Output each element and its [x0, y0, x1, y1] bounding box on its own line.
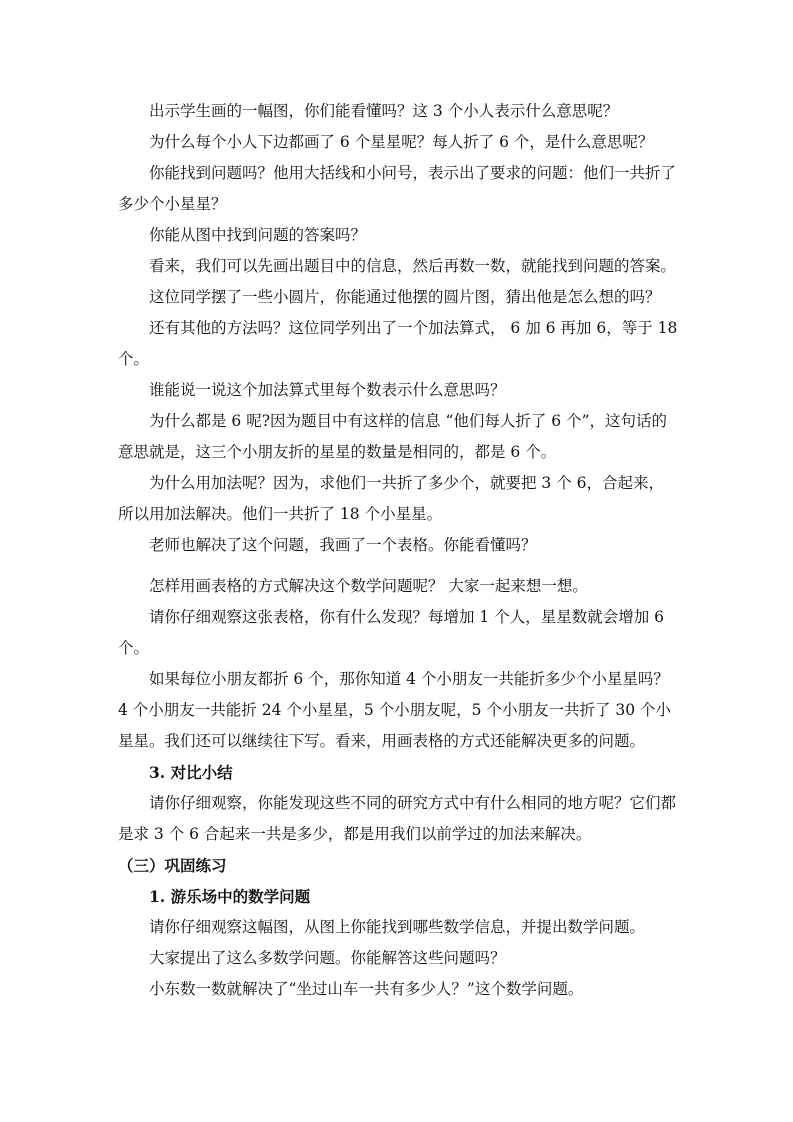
paragraph: 你能从图中找到问题的答案吗？ [149, 226, 367, 244]
paragraph: 请你仔细观察，你能发现这些不同的研究方式中有什么相同的地方呢？它们都是求 3 个 6 合起来一共是多少，都是用我们以前学过的加法来解决。 [118, 794, 677, 843]
paragraph: 如果每位小朋友都折 6 个，那你知道 4 个小朋友一共能折多少个小星星吗？4 个小朋友一共能折 24 个小星星，5 个小朋友呢，5 个小朋友一共折了 30 个小星星。我们还可以继续往下写。看来，用画表格的方式还能解决更多的问题。 [118, 670, 672, 750]
paragraph: 请你仔细观察这张表格，你有什么发现？每增加 1 个人，星星数就会增加 6 个。 [118, 608, 665, 657]
paragraph: 谁能说一说这个加法算式里每个数表示什么意思吗？ [149, 381, 506, 399]
paragraph: 大家提出了这么多数学问题。你能解答这些问题吗？ [149, 949, 506, 967]
paragraph: 还有其他的方法吗？这位同学列出了一个加法算式， 6 加 6 再加 6，等于 18 个。 [118, 319, 678, 368]
paragraph: 这位同学摆了一些小圆片，你能通过他摆的圆片图，猜出他是怎么想的吗？ [149, 288, 661, 306]
section-heading: 3. 对比小结 [149, 763, 233, 782]
section-heading: （三）巩固练习 [118, 856, 227, 875]
paragraph: 为什么每个小人下边都画了 6 个星星呢？每人折了 6 个，是什么意思呢？ [149, 133, 654, 151]
paragraph: 为什么用加法呢？因为，求他们一共折了多少个，就要把 3 个 6，合起来，所以用加法解决。他们一共折了 18 个小星星。 [118, 474, 665, 523]
paragraph: 小东数一数就解决了“坐过山车一共有多少人？”这个数学问题。 [149, 980, 584, 998]
paragraph: 怎样用画表格的方式解决这个数学问题呢？ 大家一起来想一想。 [149, 577, 588, 595]
document-page [118, 96, 678, 1005]
paragraph: 看来，我们可以先画出题目中的信息，然后再数一数，就能找到问题的答案。 [149, 257, 677, 275]
paragraph: 你能找到问题吗？他用大括线和小问号，表示出了要求的问题：他们一共折了多少个小星星？ [118, 164, 677, 213]
paragraph: 出示学生画的一幅图，你们能看懂吗？这 3 个小人表示什么意思呢？ [149, 102, 619, 120]
paragraph: 老师也解决了这个问题，我画了一个表格。你能看懂吗？ [149, 536, 537, 554]
section-heading: 1. 游乐场中的数学问题 [149, 887, 311, 906]
paragraph: 为什么都是 6 呢?因为题目中有这样的信息 “他们每人折了 6 个”，这句话的意思就是，这三个小朋友折的星星的数量是相同的，都是 6 个。 [118, 412, 668, 461]
paragraph: 请你仔细观察这幅图，从图上你能找到哪些数学信息，并提出数学问题。 [149, 918, 646, 936]
